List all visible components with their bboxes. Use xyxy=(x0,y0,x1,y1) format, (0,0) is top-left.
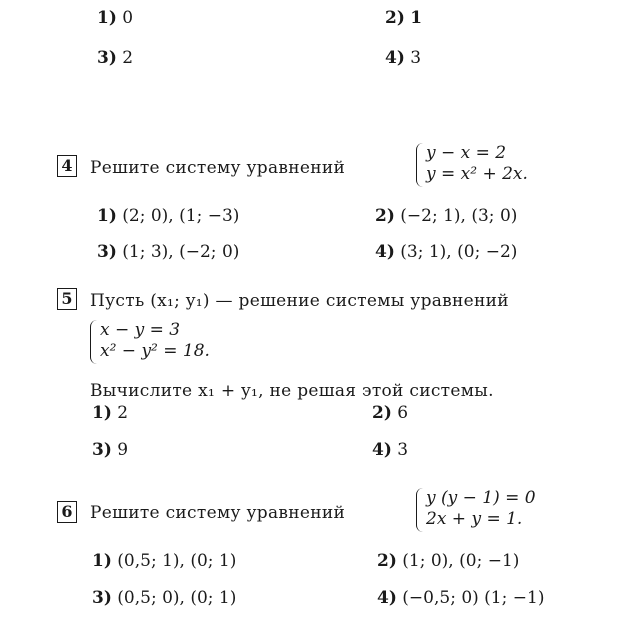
option-value: 3 xyxy=(397,440,409,460)
equation: x² − y² = 18. xyxy=(100,341,210,361)
option-number: 1) xyxy=(92,403,112,423)
q4-option-3[interactable] xyxy=(97,242,239,262)
option-number: 4) xyxy=(377,588,397,608)
option-number: 2) xyxy=(377,551,397,571)
q3-option-4[interactable] xyxy=(385,48,421,68)
q4-prompt: Решите систему уравнений xyxy=(90,158,346,178)
option-number: 2) xyxy=(385,8,405,28)
q6-system-brace xyxy=(416,488,423,532)
q5-option-2[interactable] xyxy=(372,403,408,423)
q5-prompt: Пусть (x₁; y₁) — решение системы уравнений xyxy=(90,291,509,311)
q3-option-2[interactable] xyxy=(385,8,422,28)
q6-system xyxy=(426,488,536,530)
option-value: 9 xyxy=(117,440,129,460)
q5-option-1[interactable] xyxy=(92,403,128,423)
equation: y (y − 1) = 0 xyxy=(426,488,536,508)
q6-number-badge: 6 xyxy=(57,501,77,523)
equation: 2x + y = 1. xyxy=(426,509,523,529)
option-number: 3) xyxy=(97,48,117,68)
option-number: 3) xyxy=(92,588,112,608)
q4-system xyxy=(426,143,528,185)
q4-option-1[interactable] xyxy=(97,206,239,226)
option-value: 1 xyxy=(410,8,423,28)
option-value: 2 xyxy=(117,403,129,423)
q4-system-brace xyxy=(416,143,423,187)
option-value: (0,5; 0), (0; 1) xyxy=(117,588,237,608)
option-number: 2) xyxy=(372,403,392,423)
q3-option-1[interactable] xyxy=(97,8,133,28)
q4-option-2[interactable] xyxy=(375,206,517,226)
option-value: (2; 0), (1; −3) xyxy=(122,206,240,226)
option-number: 4) xyxy=(372,440,392,460)
option-value: (0,5; 1), (0; 1) xyxy=(117,551,237,571)
q6-option-1[interactable] xyxy=(92,551,236,571)
option-value: (−0,5; 0) (1; −1) xyxy=(402,588,545,608)
option-number: 4) xyxy=(385,48,405,68)
option-value: (−2; 1), (3; 0) xyxy=(400,206,518,226)
q3-option-3[interactable] xyxy=(97,48,133,68)
option-number: 1) xyxy=(92,551,112,571)
equation: x − y = 3 xyxy=(100,320,181,340)
q5-option-4[interactable] xyxy=(372,440,408,460)
option-value: (3; 1), (0; −2) xyxy=(400,242,518,262)
option-number: 1) xyxy=(97,206,117,226)
q6-option-3[interactable] xyxy=(92,588,236,608)
q4-option-4[interactable] xyxy=(375,242,517,262)
option-number: 3) xyxy=(97,242,117,262)
option-number: 2) xyxy=(375,206,395,226)
q4-number-badge: 4 xyxy=(57,155,77,177)
option-number: 1) xyxy=(97,8,117,28)
q5-instruction: Вычислите x₁ + y₁, не решая этой системы. xyxy=(90,381,494,401)
q5-number-badge: 5 xyxy=(57,288,77,310)
q6-option-2[interactable] xyxy=(377,551,519,571)
option-number: 3) xyxy=(92,440,112,460)
option-value: 3 xyxy=(410,48,422,68)
q6-option-4[interactable] xyxy=(377,588,544,608)
q5-option-3[interactable] xyxy=(92,440,128,460)
q5-system-brace xyxy=(90,320,97,364)
option-value: 0 xyxy=(122,8,134,28)
option-value: 6 xyxy=(397,403,409,423)
option-number: 4) xyxy=(375,242,395,262)
option-value: (1; 0), (0; −1) xyxy=(402,551,520,571)
q5-system xyxy=(100,320,210,362)
equation: y − x = 2 xyxy=(426,143,507,163)
option-value: 2 xyxy=(122,48,134,68)
q6-prompt: Решите систему уравнений xyxy=(90,503,346,523)
equation: y = x² + 2x. xyxy=(426,164,528,184)
option-value: (1; 3), (−2; 0) xyxy=(122,242,240,262)
